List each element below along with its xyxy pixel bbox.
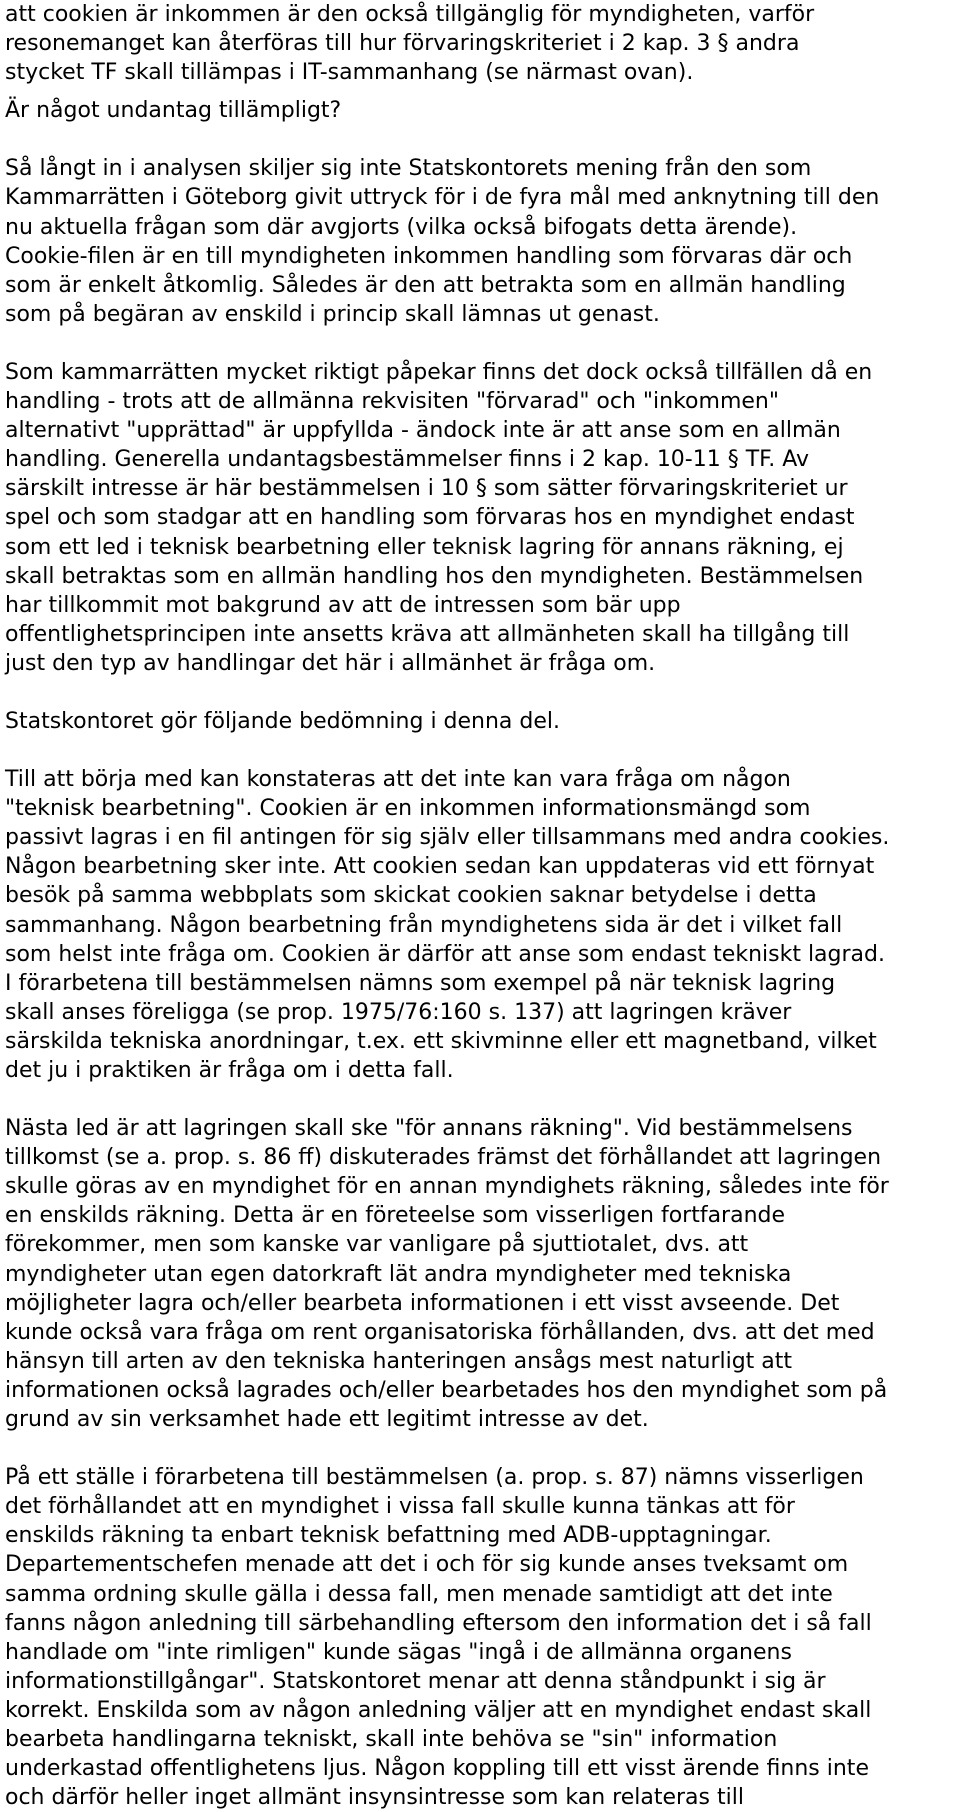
text-line: en enskilds räkning. Detta är en företeelse som visserligen fortfarande <box>5 1203 786 1229</box>
text-line: Nästa led är att lagringen skall ske "för annans räkning". Vid bestämmelsens <box>5 1116 853 1142</box>
text-line: spel och som stadgar att en handling som förvaras hos en myndighet endast <box>5 505 855 531</box>
text-line: enskilds räkning ta enbart teknisk befattning med ADB-upptagningar. <box>5 1523 772 1549</box>
text-line: som är enkelt åtkomlig. Således är den att betrakta som en allmän handling <box>5 272 846 298</box>
text-line: sammanhang. Någon bearbetning från myndighetens sida är det i vilket fall <box>5 912 843 938</box>
text-line: Så långt in i analysen skiljer sig inte Statskontorets mening från den som <box>5 156 812 182</box>
text-line: att cookien är inkommen är den också tillgänglig för myndigheten, varför <box>5 2 815 27</box>
text-line: förekommer, men som kanske var vanligare på sjuttiotalet, dvs. att <box>5 1232 749 1258</box>
paragraph-analysis <box>5 154 955 329</box>
text-line: särskilt intresse är här bestämmelsen i 10 § som sätter förvaringskriteriet ur <box>5 476 848 502</box>
text-line: myndigheter utan egen datorkraft lät andra myndigheter med tekniska <box>5 1261 792 1287</box>
text-line: skall betraktas som en allmän handling hos den myndigheten. Bestämmelsen <box>5 563 864 589</box>
text-line: möjligheter lagra och/eller bearbeta informationen i ett visst avseende. Det <box>5 1290 840 1316</box>
text-line: stycket TF skall tillämpas i IT-sammanhang (se närmast ovan). <box>5 60 694 86</box>
text-line: kunde också vara fråga om rent organisatoriska förhållanden, dvs. att det med <box>5 1319 875 1345</box>
text-line: Till att börja med kan konstateras att det inte kan vara fråga om någon <box>5 767 791 793</box>
text-line: informationen också lagrades och/eller bearbetades hos den myndighet som på <box>5 1377 888 1403</box>
text-line: och därför heller inget allmänt insynsintresse som kan relateras till <box>5 1785 744 1811</box>
text-line: Är något undantag tillämpligt? <box>5 98 342 124</box>
section-question <box>5 96 955 125</box>
text-line: det ju i praktiken är fråga om i detta fall. <box>5 1058 454 1083</box>
text-line: korrekt. Enskilda som av någon anledning väljer att en myndighet endast skall <box>5 1697 872 1723</box>
text-line: som ett led i teknisk bearbetning eller teknisk lagring för annans räkning, ej <box>5 534 844 560</box>
text-line: Någon bearbetning sker inte. Att cookien sedan kan uppdateras vid ett förnyat <box>5 854 875 880</box>
text-line: just den typ av handlingar det här i allmänhet är fråga om. <box>5 650 656 676</box>
text-line: särskilda tekniska anordningar, t.ex. ett skivminne eller ett magnetband, vilket <box>5 1028 877 1054</box>
text-line: nu aktuella frågan som där avgjorts (vilka också bifogats detta ärende). <box>5 214 798 240</box>
text-line: informationstillgångar". Statskontoret menar att denna ståndpunkt i sig är <box>5 1668 826 1694</box>
text-line: Cookie-filen är en till myndigheten inkommen handling som förvaras där och <box>5 243 853 269</box>
document-page <box>5 0 955 1812</box>
text-line: fanns någon anledning till särbehandling eftersom den information det i så fall <box>5 1610 872 1636</box>
text-line: samma ordning skulle gälla i dessa fall, men menade samtidigt att det inte <box>5 1581 833 1607</box>
paragraph-enskilds-rakning <box>5 1463 955 1812</box>
text-line: "teknisk bearbetning". Cookien är en inkommen informationsmängd som <box>5 796 811 822</box>
text-line: hänsyn till arten av den tekniska hanteringen ansågs mest naturligt att <box>5 1348 793 1374</box>
text-line: som på begäran av enskild i princip skall lämnas ut genast. <box>5 301 660 327</box>
paragraph-forvaring <box>5 0 955 87</box>
text-line: Departementschefen menade att det i och för sig kunde anses tveksamt om <box>5 1552 849 1578</box>
text-line: handling. Generella undantagsbestämmelser finns i 2 kap. 10-11 § TF. Av <box>5 447 810 473</box>
text-line: bearbeta handlingarna tekniskt, skall inte behöva se "sin" information <box>5 1726 778 1752</box>
text-line: grund av sin verksamhet hade ett legitimt intresse av det. <box>5 1407 649 1433</box>
text-line: besök på samma webbplats som skickat cookien saknar betydelse i detta <box>5 883 817 909</box>
text-line: Som kammarrätten mycket riktigt påpekar finns det dock också tillfällen då en <box>5 359 873 385</box>
text-line: alternativt "upprättad" är uppfyllda - ändock inte är att anse som en allmän <box>5 418 841 444</box>
text-line: I förarbetena till bestämmelsen nämns som exempel på när teknisk lagring <box>5 970 836 996</box>
paragraph-exceptions <box>5 358 955 678</box>
text-line: handling - trots att de allmänna rekvisiten "förvarad" och "inkommen" <box>5 389 779 415</box>
text-line: Kammarrätten i Göteborg givit uttryck för i de fyra mål med anknytning till den <box>5 185 880 211</box>
text-line: underkastad offentlighetens ljus. Någon koppling till ett visst ärende finns inte <box>5 1756 869 1782</box>
paragraph-for-annans-rakning <box>5 1114 955 1434</box>
paragraph-assessment-intro <box>5 707 955 736</box>
text-line: På ett ställe i förarbetena till bestämmelsen (a. prop. s. 87) nämns visserligen <box>5 1465 864 1491</box>
text-line: det förhållandet att en myndighet i vissa fall skulle kunna tänkas att för <box>5 1494 795 1520</box>
text-line: tillkomst (se a. prop. s. 86 ff) diskuterades främst det förhållandet att lagringen <box>5 1145 882 1171</box>
text-line: skulle göras av en myndighet för en annan myndighets räkning, således inte för <box>5 1174 889 1200</box>
text-line: passivt lagras i en fil antingen för sig själv eller tillsammans med andra cookies. <box>5 825 890 851</box>
text-line: Statskontoret gör följande bedömning i denna del. <box>5 708 561 734</box>
text-line: som helst inte fråga om. Cookien är därför att anse som endast tekniskt lagrad. <box>5 941 885 967</box>
text-line: har tillkommit mot bakgrund av att de intressen som bär upp <box>5 592 681 618</box>
text-line: handlade om "inte rimligen" kunde sägas "ingå i de allmänna organens <box>5 1639 792 1665</box>
paragraph-technical-processing <box>5 765 955 1085</box>
text-line: offentlighetsprincipen inte ansetts kräva att allmänheten skall ha tillgång till <box>5 621 850 647</box>
text-line: resonemanget kan återföras till hur förvaringskriteriet i 2 kap. 3 § andra <box>5 31 800 57</box>
text-line: skall anses föreligga (se prop. 1975/76:160 s. 137) att lagringen kräver <box>5 999 792 1025</box>
